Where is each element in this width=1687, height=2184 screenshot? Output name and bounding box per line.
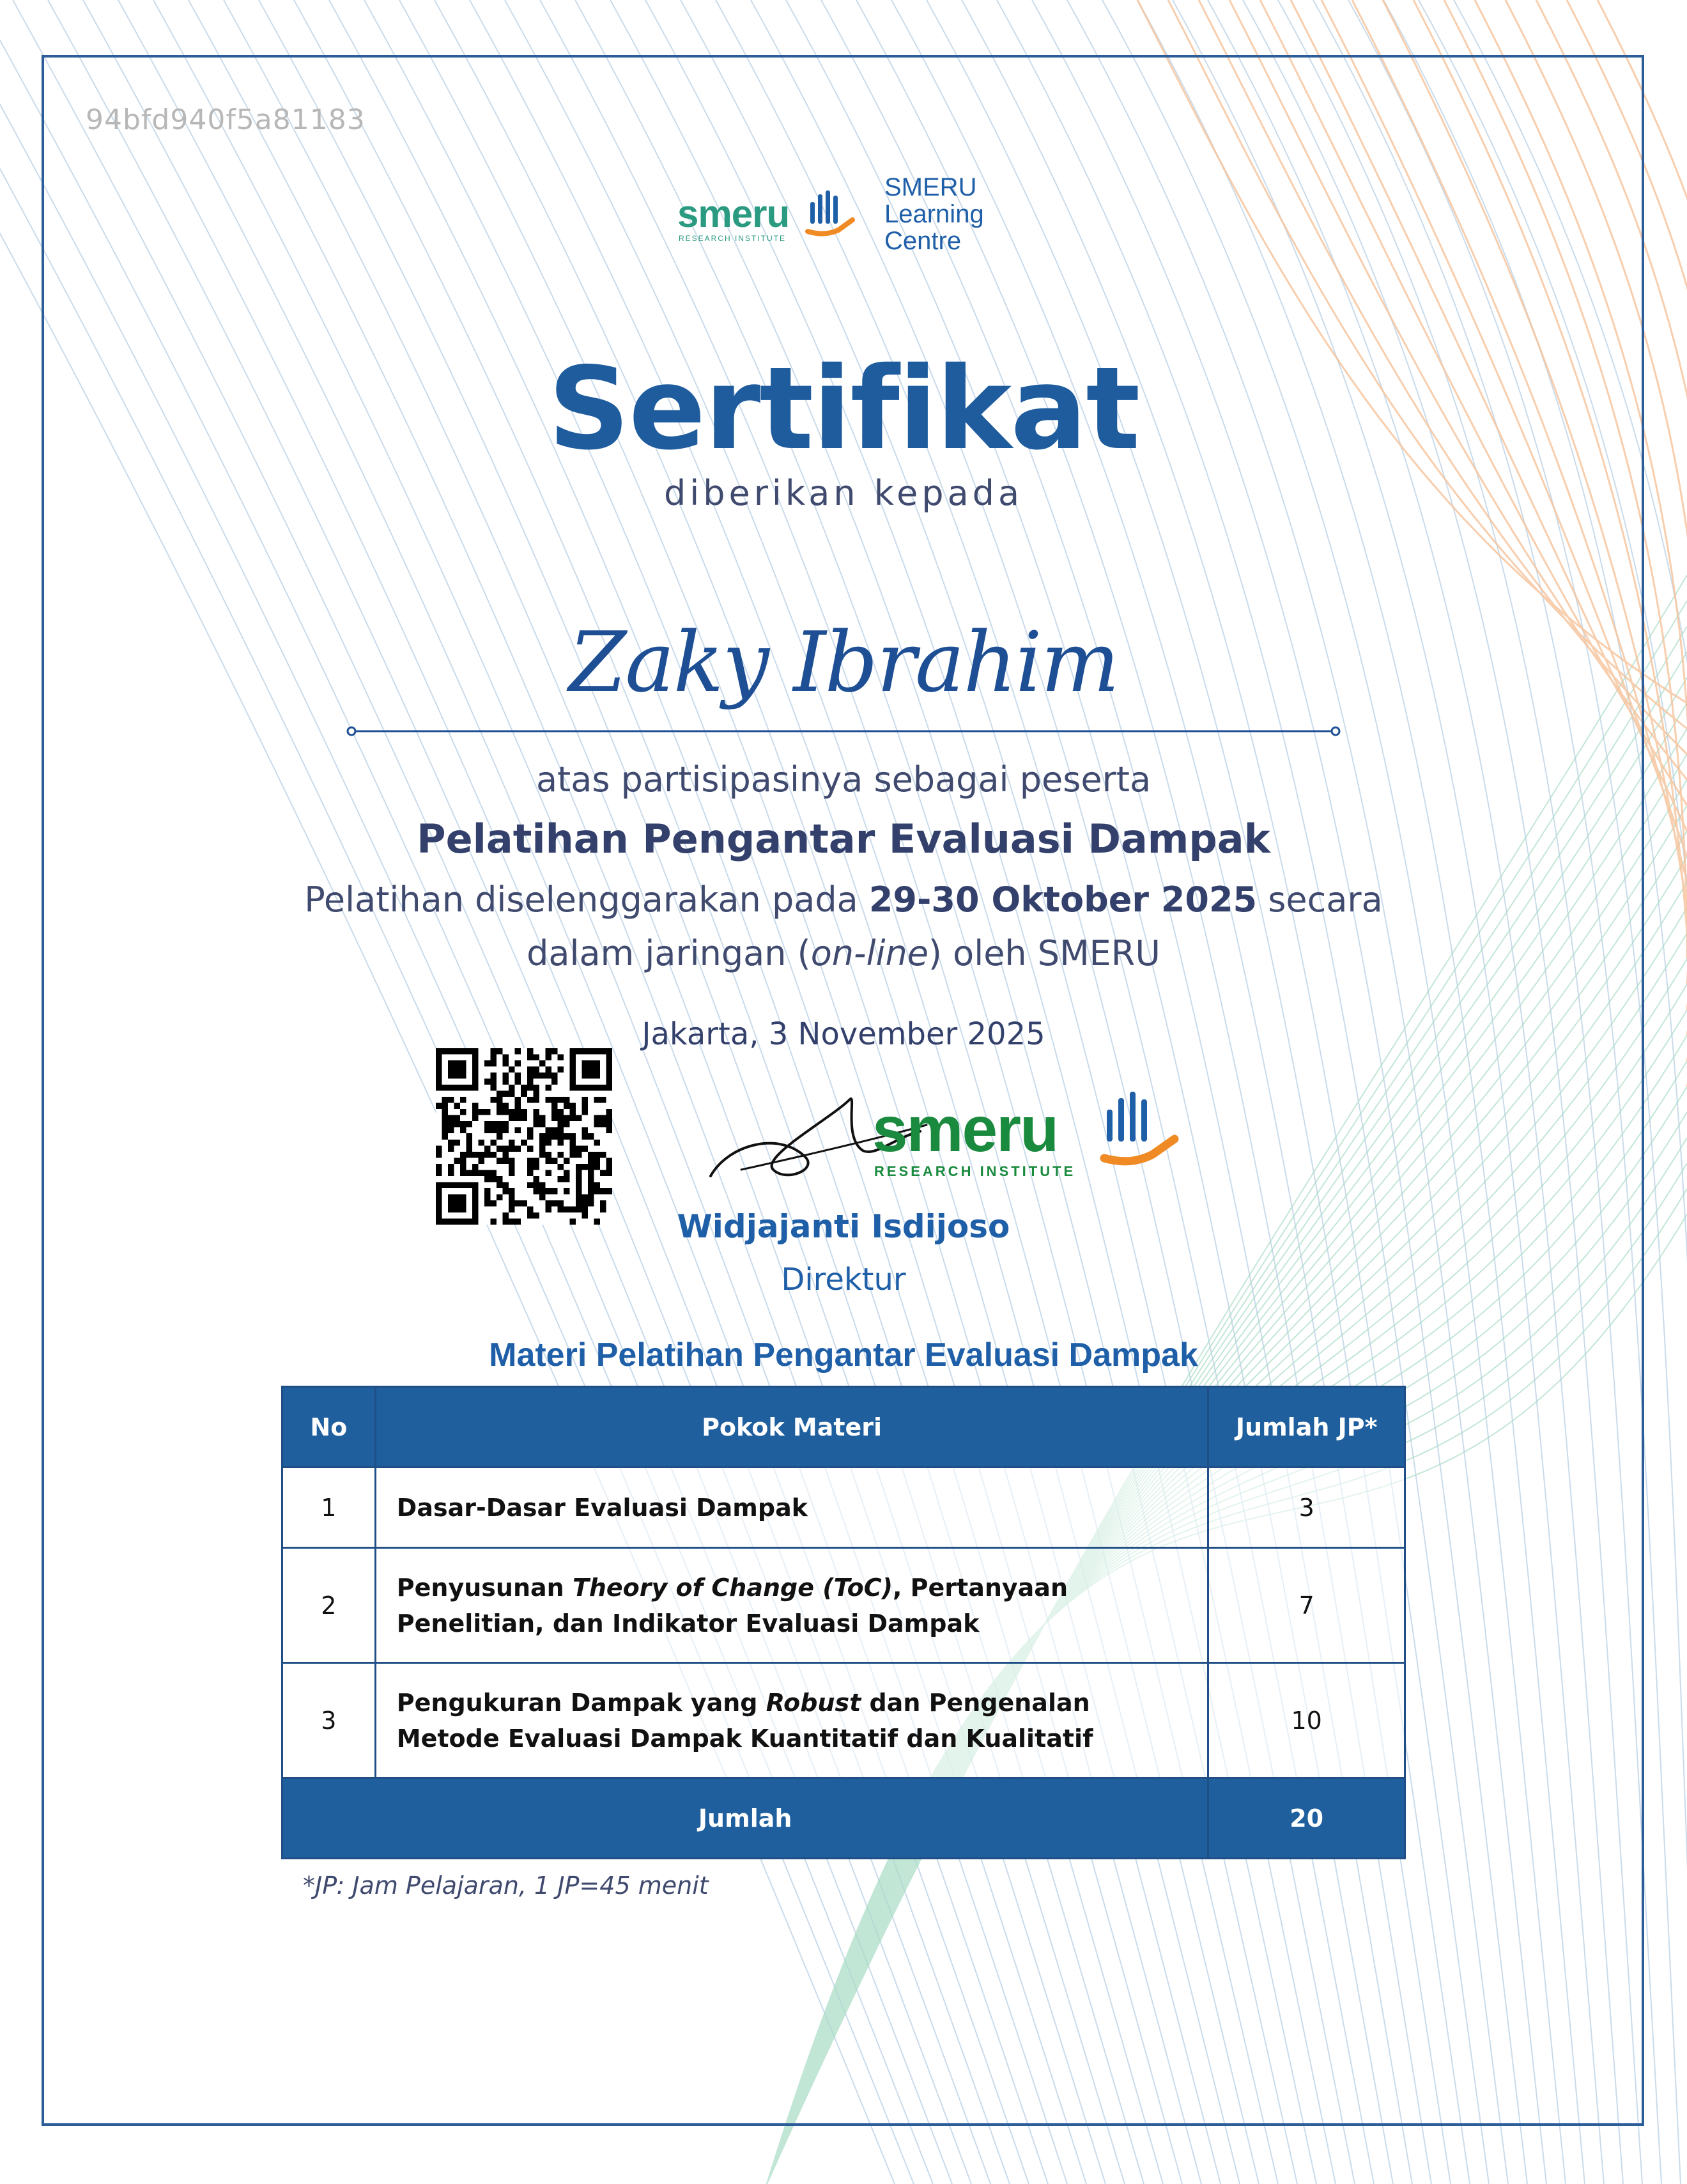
- topic-text-rest: dan Pengenalan Metode Evaluasi Dampak Kuantitatif dan Kualitatif: [396, 1688, 1093, 1753]
- row-no: 1: [282, 1468, 376, 1548]
- topic-italic: Robust: [766, 1688, 861, 1717]
- row-jp: 3: [1208, 1468, 1405, 1548]
- topic-text: Penyusunan: [396, 1573, 573, 1602]
- header-jp: Jumlah JP*: [1208, 1387, 1405, 1468]
- course-desc-before: Pelatihan diselenggarakan pada: [304, 879, 869, 920]
- smeru-hand-icon: [805, 189, 856, 244]
- table-row: [282, 1663, 1405, 1778]
- row-topic: [375, 1663, 1208, 1778]
- certificate-id: 94bfd940f5a81183: [86, 104, 366, 136]
- table-header-row: [282, 1387, 1405, 1468]
- smeru-stamp-wordmark: smeru: [872, 1094, 1058, 1165]
- materials-table-title: Materi Pelatihan Pengantar Evaluasi Dampak: [489, 1336, 1198, 1374]
- row-no: 2: [282, 1548, 376, 1663]
- row-jp: 7: [1208, 1548, 1405, 1663]
- signer-role: Direktur: [781, 1262, 906, 1297]
- learning-centre-label: [884, 174, 984, 254]
- row-topic: [375, 1468, 1208, 1548]
- table-row: [282, 1468, 1405, 1548]
- certificate-subtitle: diberikan kepada: [663, 473, 1024, 513]
- header-no: No: [282, 1387, 376, 1468]
- smeru-logo-wordmark: smeru: [677, 192, 790, 235]
- total-value: 20: [1208, 1778, 1405, 1859]
- topic-text-rest: , Pertanyaan Penelitian, dan Indikator Evaluasi Dampak: [396, 1573, 1068, 1638]
- topic-text: Dasar-Dasar Evaluasi Dampak: [396, 1493, 808, 1522]
- topic-text: Pengukuran Dampak yang: [396, 1688, 766, 1717]
- course-desc-middle: secara dalam jaringan (: [527, 879, 1383, 973]
- signer-name: Widjajanti Isdijoso: [677, 1208, 1010, 1245]
- jp-footnote: *JP: Jam Pelajaran, 1 JP=45 menit: [303, 1871, 709, 1900]
- table-row: [282, 1548, 1405, 1663]
- total-label: Jumlah: [282, 1778, 1208, 1859]
- row-no: 3: [282, 1663, 376, 1778]
- learning-centre-line-1: SMERU: [884, 173, 977, 201]
- course-desc-after: ) oleh SMERU: [928, 933, 1160, 973]
- header-topic: Pokok Materi: [375, 1387, 1208, 1468]
- verification-qr-code: [436, 1048, 612, 1225]
- place-date: Jakarta, 3 November 2025: [642, 1016, 1045, 1052]
- row-jp: 10: [1208, 1663, 1405, 1778]
- topic-italic: Theory of Change (ToC): [572, 1573, 893, 1602]
- learning-centre-line-2: Learning: [884, 200, 984, 228]
- learning-centre-line-3: Centre: [884, 227, 962, 255]
- participation-text: atas partisipasinya sebagai peserta: [535, 759, 1152, 800]
- materials-table: [281, 1386, 1406, 1859]
- smeru-logo-subtitle: RESEARCH INSTITUTE: [679, 234, 787, 243]
- table-total-row: [282, 1778, 1405, 1859]
- row-topic: [375, 1548, 1208, 1663]
- smeru-stamp-hand-icon: [1099, 1087, 1182, 1182]
- course-dates: 29-30 Oktober 2025: [868, 879, 1258, 920]
- smeru-stamp-subtitle: RESEARCH INSTITUTE: [874, 1163, 1076, 1179]
- course-description: [268, 873, 1419, 980]
- name-underline: [345, 725, 1342, 738]
- course-online: on-line: [810, 933, 928, 973]
- recipient-name: Zaky Ibrahim: [568, 614, 1119, 711]
- course-title: Pelatihan Pengantar Evaluasi Dampak: [417, 816, 1270, 862]
- certificate-title: Sertifikat: [548, 343, 1139, 475]
